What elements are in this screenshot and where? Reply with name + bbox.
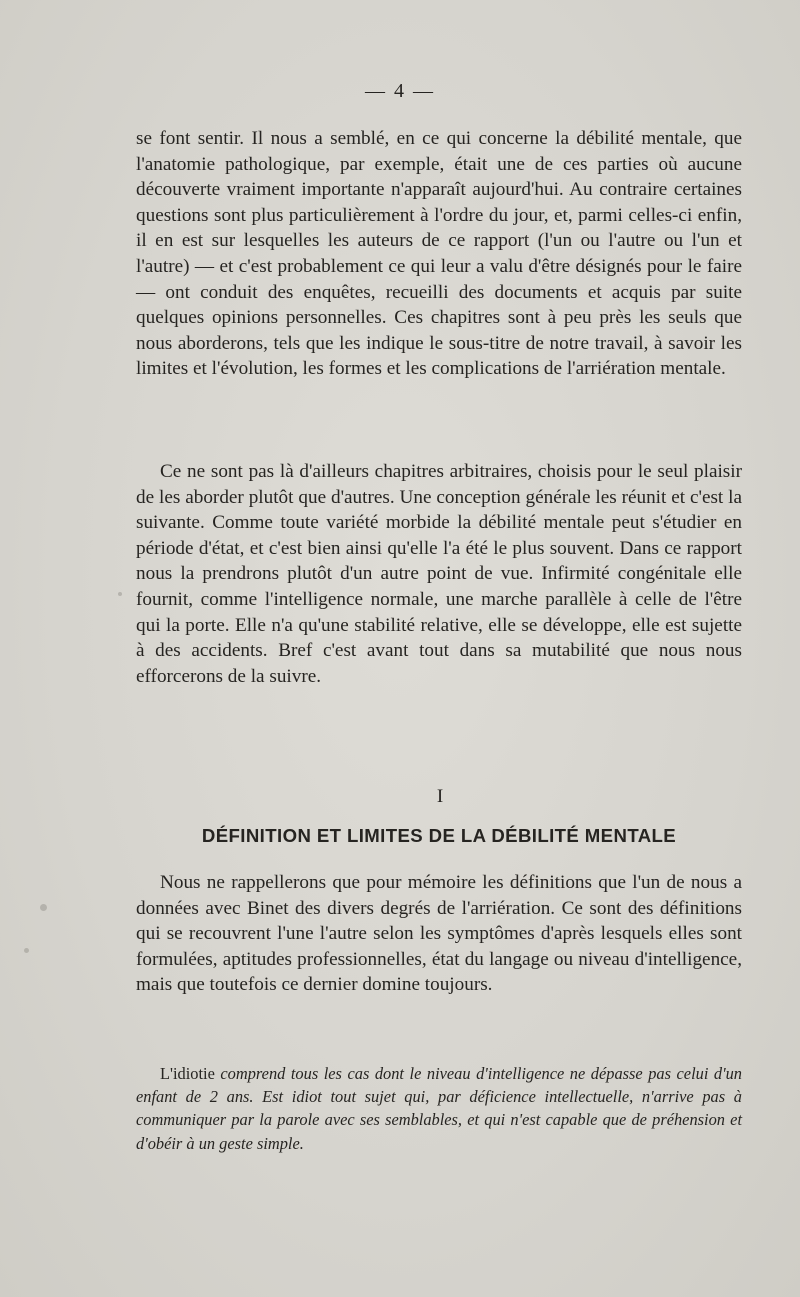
section-number: I <box>436 786 444 807</box>
paper-speck <box>24 948 29 953</box>
definition-term: L'idiotie <box>160 1064 215 1083</box>
definition-text: comprend tous les cas dont le niveau d'intelligence ne dépasse pas celui d'un enfant de 2 ans. Est idiot tout sujet qui, par déficience intellectuelle, n'arrive pas à communiquer par la parole avec ses semblables, et qui n'est capable que de préhension et d'obéir à un geste simple. <box>136 1064 742 1153</box>
paragraph-definitions: Nous ne rappellerons que pour mémoire les définitions que l'un de nous a données avec Binet des divers degrés de l'arriération. Ce sont des définitions qui se recouvrent l'une l'autre selon les symptômes d'après lesquels elles sont formulées, aptitudes professionnelles, état du langage ou niveau d'intelligence, mais que toutefois ce dernier domine toujours. <box>136 872 742 996</box>
paper-speck <box>40 904 47 911</box>
paragraph-continuation: se font sentir. Il nous a semblé, en ce qui concerne la débilité mentale, que l'anatomie pathologique, par exemple, était une de ces parties où aucune découverte vraiment importante n'apparaît aujourd'hui. Au contraire certaines questions sont plus particulièrement à l'ordre du jour, et, parmi celles-ci enfin, il en est sur lesquelles les auteurs de ce rapport (l'un ou l'autre ou l'un et l'autre) — et c'est probablement ce qui leur a valu d'être désignés pour le faire — ont conduit des enquêtes, recueilli des documents et acquis par suite quelques opinions personnelles. Ces chapitres sont à peu près les seuls que nous aborderons, tels que les indique le sous-titre de notre travail, à savoir les limites et l'évolution, les formes et les complications de l'arriération mentale. <box>136 128 742 380</box>
section-title: DÉFINITION ET LIMITES DE LA DÉBILITÉ MENTALE <box>201 825 677 846</box>
paper-speck <box>118 592 122 596</box>
page-number: — 4 — <box>365 80 435 102</box>
paragraph-conception: Ce ne sont pas là d'ailleurs chapitres arbitraires, choisis pour le seul plaisir de les aborder plutôt que d'autres. Une conception générale les réunit et c'est la suivante. Comme toute variété morbide la débilité mentale peut s'étudier en période d'état, et c'est bien ainsi qu'elle l'a été le plus souvent. Dans ce rapport nous la prendrons plutôt d'un autre point de vue. Infirmité congénitale elle fournit, comme l'intelligence normale, une marche parallèle à celle de l'être qui la porte. Elle n'a qu'une stabilité relative, elle se développe, elle est sujette à des accidents. Bref c'est avant tout dans sa mutabilité que nous nous efforcerons de la suivre. <box>136 461 742 687</box>
idiotie-definition <box>136 1062 742 1155</box>
